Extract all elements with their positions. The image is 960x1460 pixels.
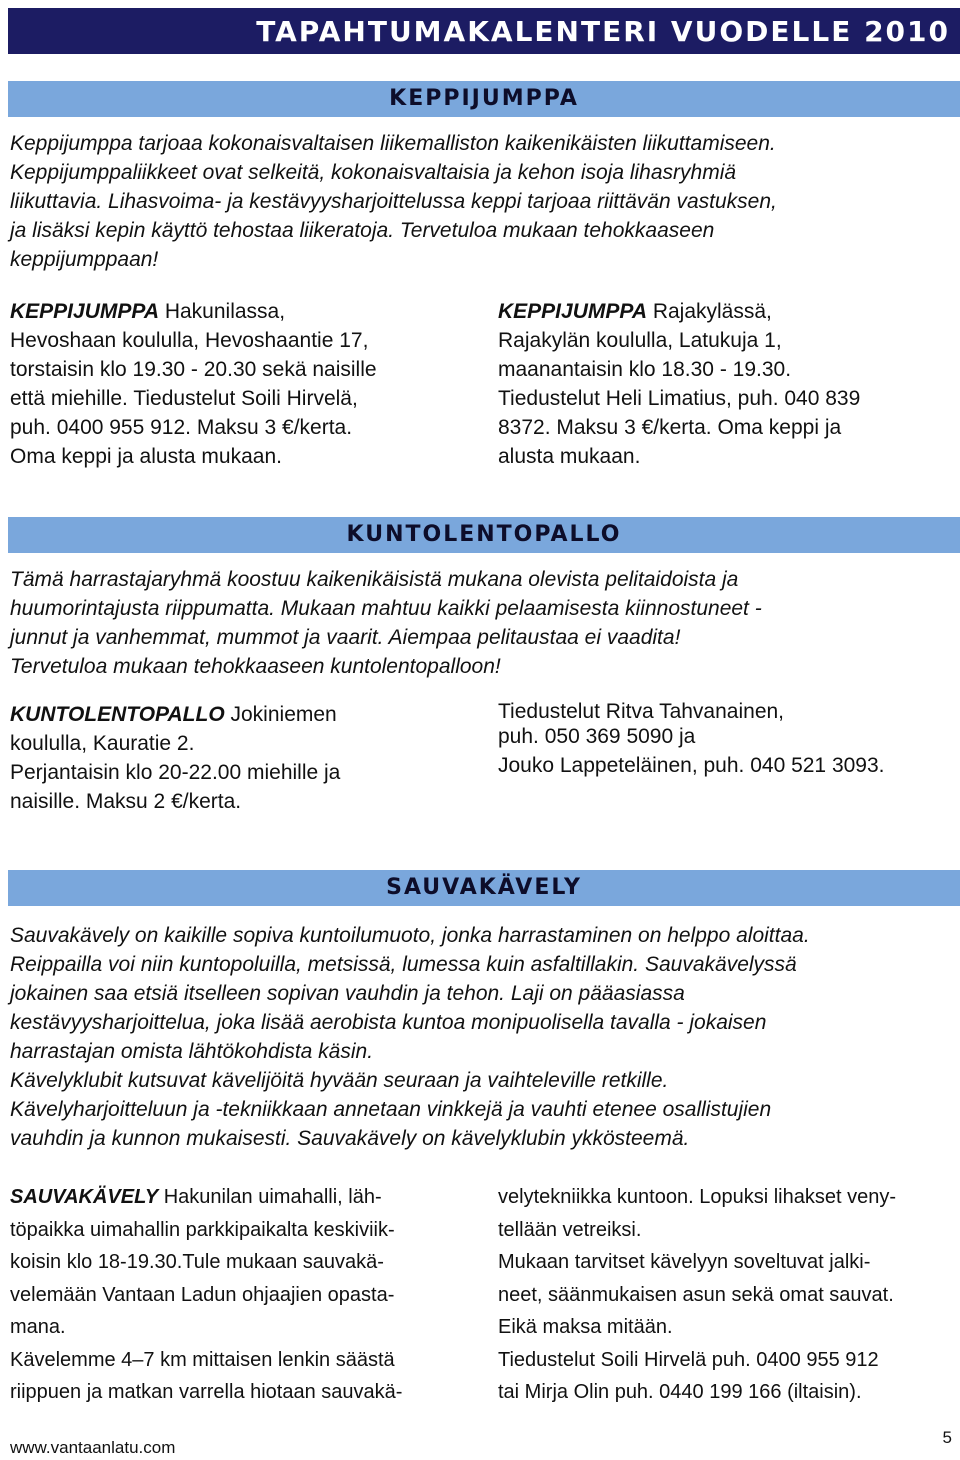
text-line: Tiedustelut Ritva Tahvanainen, [498, 700, 785, 723]
keppijumppa-rajakyla [498, 297, 953, 471]
section-heading: KEPPIJUMPPA [389, 86, 579, 111]
page-title-bar [8, 8, 960, 54]
text-line: torstaisin klo 19.30 - 20.30 sekä naisille [10, 358, 377, 381]
text-line: velemään Vantaan Ladun ohjaajien opasta- [10, 1283, 395, 1306]
text-line: Jouko Lappeteläinen, puh. 040 521 3093. [498, 754, 885, 777]
intro-line: vauhdin ja kunnon mukaisesti. Sauvakävely on kävelyklubin ykkösteemä. [10, 1127, 690, 1150]
intro-line: harrastajan omista lähtökohdista käsin. [10, 1040, 374, 1063]
intro-line: Reippailla voi niin kuntopoluilla, metsissä, lumessa kuin asfaltillakin. Sauvakävelyssä [10, 953, 797, 976]
activity-keyword: KUNTOLENTOPALLO [10, 703, 225, 726]
text-line: puh. 0400 955 912. Maksu 3 €/kerta. [10, 416, 353, 439]
sauvakavely-intro [10, 921, 958, 1153]
text-line: koululla, Kauratie 2. [10, 732, 195, 755]
keppijumppa-intro [10, 129, 955, 274]
text-line: töpaikka uimahallin parkkipaikalta keskiviik- [10, 1218, 395, 1241]
text-line: Kävelemme 4–7 km mittaisen lenkin säästä [10, 1348, 395, 1371]
text-line: Hakunilassa, [158, 300, 286, 323]
activity-keyword: KEPPIJUMPPA [10, 300, 159, 323]
intro-line: jokainen saa etsiä itselleen sopivan vauhdin ja tehon. Laji on pääasiassa [10, 982, 685, 1005]
activity-keyword: KEPPIJUMPPA [498, 300, 647, 323]
text-line: tai Mirja Olin puh. 0440 199 166 (iltaisin). [498, 1381, 862, 1403]
intro-line: keppijumppaan! [10, 248, 159, 271]
text-line: Hevoshaan koululla, Hevoshaantie 17, [10, 329, 369, 352]
intro-line: ja lisäksi kepin käyttö tehostaa liikeratoja. Tervetuloa mukaan tehokkaaseen [10, 219, 715, 242]
intro-line: Kävelyharjoitteluun ja -tekniikkaan annetaan vinkkejä ja vauhti etenee osallistujien [10, 1098, 772, 1121]
section-header-sauvakavely [8, 870, 960, 906]
intro-line: Keppijumppaliikkeet ovat selkeitä, kokonaisvaltaisia ja kehon isoja lihasryhmiä [10, 161, 737, 184]
intro-line: Tämä harrastajaryhmä koostuu kaikenikäisistä mukana olevista pelitaidoista ja [10, 568, 739, 591]
text-line: Rajakylässä, [646, 300, 772, 323]
text-line: mana. [10, 1316, 66, 1338]
text-line: maanantaisin klo 18.30 - 19.30. [498, 358, 792, 381]
text-line: Oma keppi ja alusta mukaan. [10, 445, 282, 468]
text-line: Perjantaisin klo 20-22.00 miehille ja [10, 761, 341, 784]
keppijumppa-hakunila [10, 297, 480, 471]
text-line: naisille. Maksu 2 €/kerta. [10, 790, 242, 813]
text-line: alusta mukaan. [498, 445, 641, 468]
section-heading: KUNTOLENTOPALLO [346, 522, 622, 547]
kuntolentopallo-contacts [498, 697, 956, 780]
intro-line: Keppijumppa tarjoaa kokonaisvaltaisen liikemalliston kaikenikäisten liikuttamiseen. [10, 132, 776, 155]
text-line: neet, säänmukaisen asun sekä omat sauvat. [498, 1283, 894, 1306]
activity-keyword: SAUVAKÄVELY [10, 1186, 159, 1208]
intro-line: Sauvakävely on kaikille sopiva kuntoilumuoto, jonka harrastaminen on helppo aloittaa. [10, 924, 810, 947]
text-line: tellään vetreiksi. [498, 1218, 642, 1241]
text-line: 8372. Maksu 3 €/kerta. Oma keppi ja [498, 416, 842, 439]
section-heading: SAUVAKÄVELY [386, 875, 582, 900]
text-line: että miehille. Tiedustelut Soili Hirvelä, [10, 387, 358, 410]
intro-line: liikuttavia. Lihasvoima- ja kestävyysharjoittelussa keppi tarjoaa riittävän vastuksen, [10, 190, 777, 213]
text-line: Hakunilan uimahalli, läh- [158, 1186, 382, 1208]
intro-line: junnut ja vanhemmat, mummot ja vaarit. Aiempaa pelitaustaa ei vaadita! [10, 626, 681, 649]
page-title: TAPAHTUMAKALENTERI VUODELLE 2010 [256, 15, 950, 48]
intro-line: kestävyysharjoittelua, joka lisää aerobista kuntoa monipuolisella tavalla - jokaisen [10, 1011, 767, 1034]
kuntolentopallo-details [10, 700, 480, 816]
website-url[interactable]: www.vantaanlatu.com [10, 1438, 176, 1457]
sauvakavely-continued [498, 1181, 956, 1409]
page-number: 5 [942, 1428, 952, 1447]
intro-line: Kävelyklubit kutsuvat kävelijöitä hyvään seuraan ja vaihteleville retkille. [10, 1069, 669, 1092]
text-line: Tiedustelut Soili Hirvelä puh. 0400 955 912 [498, 1348, 879, 1371]
intro-line: huumorintajusta riippumatta. Mukaan mahtuu kaikki pelaamisesta kiinnostuneet - [10, 597, 762, 620]
kuntolentopallo-intro [10, 565, 955, 681]
text-line: puh. 050 369 5090 ja [498, 725, 696, 748]
text-line: Mukaan tarvitset kävelyyn soveltuvat jalki- [498, 1251, 871, 1273]
text-line: Rajakylän koululla, Latukuja 1, [498, 329, 782, 352]
section-header-keppijumppa [8, 81, 960, 117]
text-line: Jokiniemen [224, 703, 337, 726]
intro-line: Tervetuloa mukaan tehokkaaseen kuntolentopalloon! [10, 655, 501, 678]
section-header-kuntolentopallo [8, 517, 960, 553]
text-line: riippuen ja matkan varrella hiotaan sauvakä- [10, 1381, 403, 1403]
text-line: Eikä maksa mitään. [498, 1316, 673, 1338]
text-line: Tiedustelut Heli Limatius, puh. 040 839 [498, 387, 861, 410]
text-line: koisin klo 18-19.30.Tule mukaan sauvakä- [10, 1251, 384, 1273]
text-line: velytekniikka kuntoon. Lopuksi lihakset veny- [498, 1186, 896, 1208]
sauvakavely-hakunila [10, 1181, 468, 1409]
